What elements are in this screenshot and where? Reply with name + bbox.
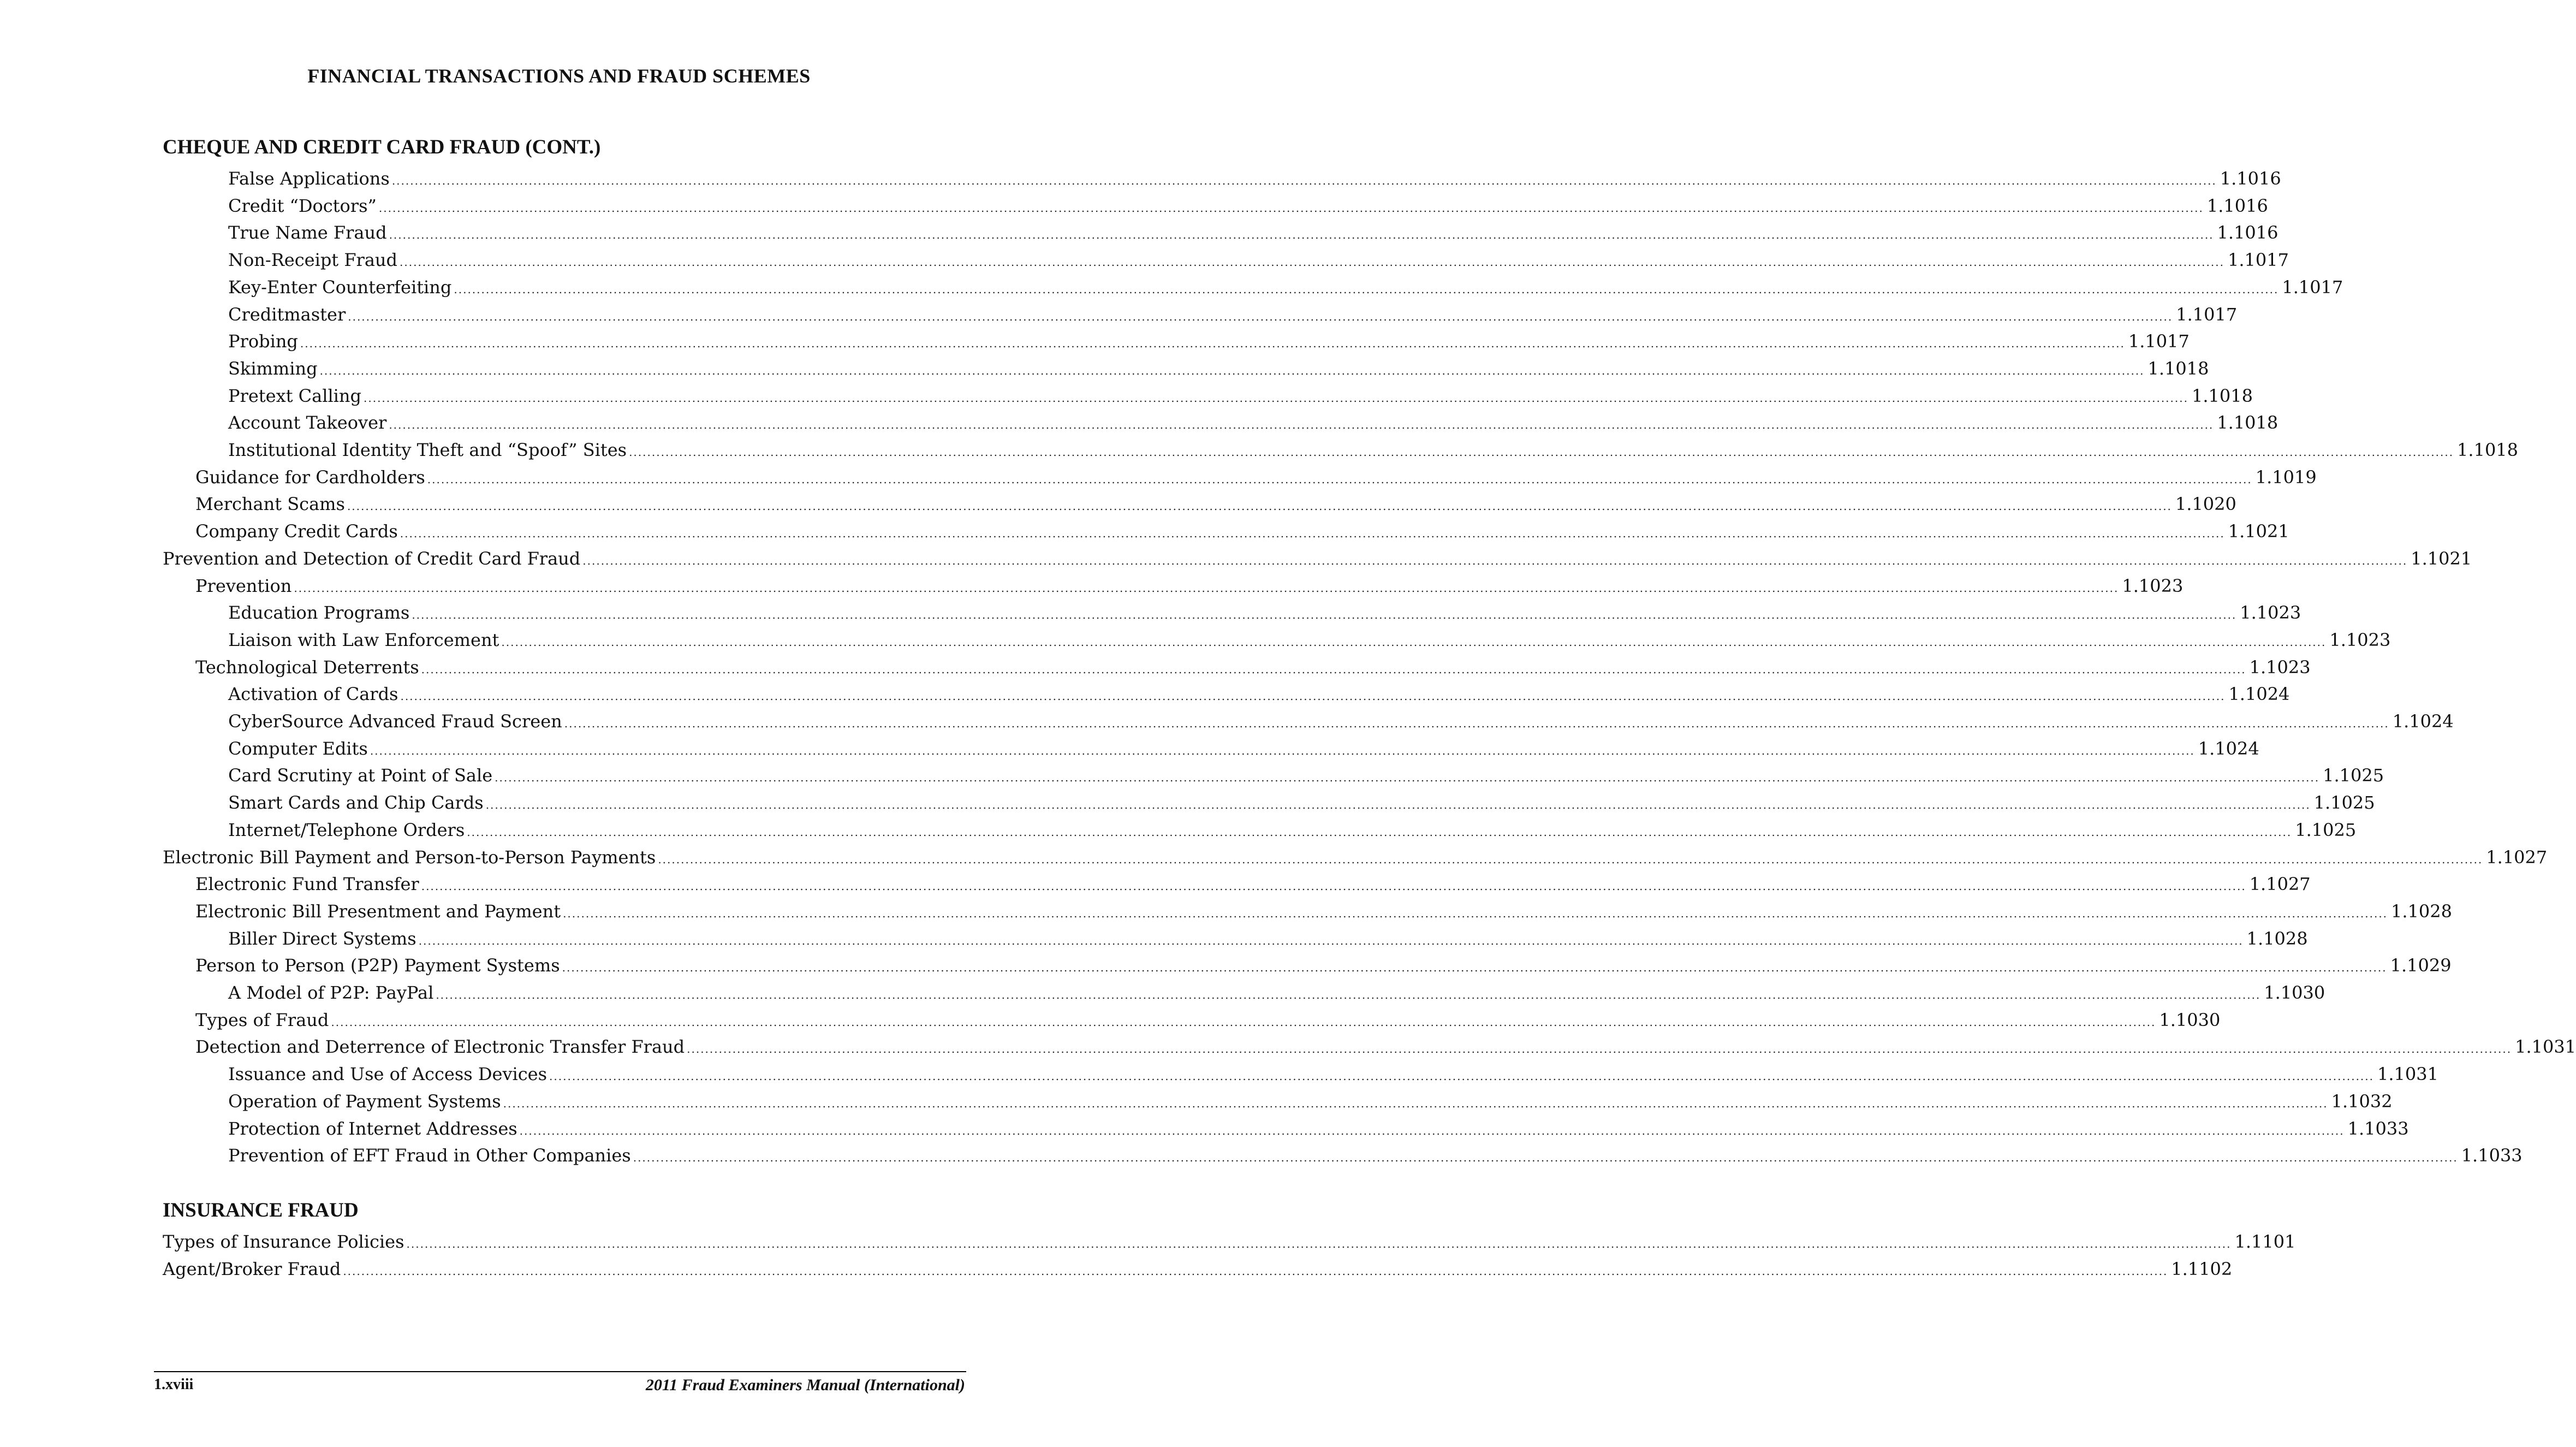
toc-entry[interactable] xyxy=(163,409,2278,436)
toc-entry[interactable] xyxy=(163,816,2357,844)
dot-leader: ................................................................................................................................................................................................................................................................................................................................................................................................................ xyxy=(389,418,2214,432)
toc-entry[interactable] xyxy=(163,490,2236,518)
toc-entry[interactable] xyxy=(163,545,2472,572)
toc-entry[interactable] xyxy=(163,979,2325,1006)
toc-entry-page: 1.1032 xyxy=(2331,1090,2393,1112)
toc-entry-title: Prevention xyxy=(195,575,292,596)
toc-entry-page: 1.1027 xyxy=(2249,874,2311,895)
toc-entry-title: Computer Edits xyxy=(228,738,368,759)
toc-entry-title: Prevention of EFT Fraud in Other Companies xyxy=(228,1145,631,1166)
toc-entry[interactable] xyxy=(163,219,2278,246)
toc-entry-title: Credit “Doctors” xyxy=(228,195,377,216)
toc-entry-page: 1.1024 xyxy=(2392,711,2454,732)
toc-entry-page: 1.1024 xyxy=(2228,684,2290,705)
toc-entry-title: A Model of P2P: PayPal xyxy=(228,982,434,1003)
toc-entry-page: 1.1017 xyxy=(2282,276,2343,298)
toc-entry[interactable] xyxy=(163,654,2311,681)
toc-entry[interactable] xyxy=(163,898,2452,925)
toc-entry[interactable] xyxy=(163,1088,2393,1115)
toc-entry-title: Account Takeover xyxy=(228,412,387,434)
toc-entry[interactable] xyxy=(163,1060,2438,1088)
toc-entry-title: Operation of Payment Systems xyxy=(228,1090,501,1112)
toc-entry-title: Card Scrutiny at Point of Sale xyxy=(228,765,493,786)
dot-leader: ................................................................................................................................................................................................................................................................................................................................................................................................................ xyxy=(378,201,2204,215)
dot-leader: ................................................................................................................................................................................................................................................................................................................................................................................................................ xyxy=(485,798,2311,812)
dot-leader: ................................................................................................................................................................................................................................................................................................................................................................................................................ xyxy=(658,852,2483,866)
toc-entry-page: 1.1030 xyxy=(2159,1009,2221,1030)
toc-entry-page: 1.1031 xyxy=(2377,1064,2438,1085)
toc-entry[interactable] xyxy=(163,952,2452,979)
dot-leader: ................................................................................................................................................................................................................................................................................................................................................................................................................ xyxy=(418,934,2244,947)
dot-leader: ................................................................................................................................................................................................................................................................................................................................................................................................................ xyxy=(495,771,2320,785)
toc-entry[interactable] xyxy=(163,1033,2576,1060)
toc-entry-title: Electronic Bill Presentment and Payment xyxy=(195,900,561,922)
toc-entry-page: 1.1101 xyxy=(2234,1231,2296,1252)
toc-entry-title: Internet/Telephone Orders xyxy=(228,819,465,840)
dot-leader: ................................................................................................................................................................................................................................................................................................................................................................................................................ xyxy=(582,554,2408,567)
toc-entry-page: 1.1031 xyxy=(2515,1036,2576,1058)
dot-leader: ................................................................................................................................................................................................................................................................................................................................................................................................................ xyxy=(687,1042,2512,1056)
toc-entry-title: Education Programs xyxy=(228,602,410,624)
toc-entry-page: 1.1025 xyxy=(2323,765,2384,786)
dot-leader: ................................................................................................................................................................................................................................................................................................................................................................................................................ xyxy=(467,825,2292,839)
dot-leader: ................................................................................................................................................................................................................................................................................................................................................................................................................ xyxy=(564,717,2389,730)
toc-entry-title: Types of Fraud xyxy=(195,1009,329,1030)
toc-entry-title: Person to Person (P2P) Payment Systems xyxy=(195,955,560,976)
toc-entry[interactable] xyxy=(163,762,2384,789)
toc-entry-page: 1.1033 xyxy=(2347,1118,2409,1139)
footer-manual-title: 2011 Fraud Examiners Manual (International) xyxy=(645,1376,965,1394)
dot-leader: ................................................................................................................................................................................................................................................................................................................................................................................................................ xyxy=(412,608,2237,622)
toc-entry[interactable] xyxy=(163,708,2454,735)
toc-entry-title: Prevention and Detection of Credit Card Fraud xyxy=(163,548,581,569)
dot-leader: ................................................................................................................................................................................................................................................................................................................................................................................................................ xyxy=(501,635,2327,649)
footer-page-number: 1.xviii xyxy=(154,1376,194,1393)
toc-entry-page: 1.1033 xyxy=(2461,1145,2523,1166)
toc-entry-page: 1.1017 xyxy=(2128,331,2190,352)
toc-entry-page: 1.1021 xyxy=(2228,521,2289,542)
toc-entry-title: Creditmaster xyxy=(228,304,346,325)
toc-entry-page: 1.1028 xyxy=(2391,900,2452,922)
dot-leader: ................................................................................................................................................................................................................................................................................................................................................................................................................ xyxy=(343,1264,2168,1278)
toc-entry-title: Liaison with Law Enforcement xyxy=(228,629,499,650)
dot-leader: ................................................................................................................................................................................................................................................................................................................................................................................................................ xyxy=(549,1070,2374,1083)
toc-entry-title: Pretext Calling xyxy=(228,385,361,406)
toc-entry-title: Merchant Scams xyxy=(195,494,345,515)
dot-leader: ................................................................................................................................................................................................................................................................................................................................................................................................................ xyxy=(400,256,2224,269)
toc-entry-page: 1.1016 xyxy=(2206,195,2268,216)
toc-entry-page: 1.1020 xyxy=(2175,494,2236,515)
toc-entry[interactable] xyxy=(163,165,2281,192)
toc-entry[interactable] xyxy=(163,735,2259,762)
toc-entry[interactable] xyxy=(163,599,2301,626)
toc-entry[interactable] xyxy=(163,572,2184,600)
dot-leader: ................................................................................................................................................................................................................................................................................................................................................................................................................ xyxy=(562,961,2387,975)
dot-leader: ................................................................................................................................................................................................................................................................................................................................................................................................................ xyxy=(348,310,2173,323)
toc-entry-title: Types of Insurance Policies xyxy=(163,1231,404,1252)
dot-leader: ................................................................................................................................................................................................................................................................................................................................................................................................................ xyxy=(370,744,2195,757)
toc-entry[interactable] xyxy=(163,301,2238,328)
dot-leader: ................................................................................................................................................................................................................................................................................................................................................................................................................ xyxy=(421,880,2246,893)
section-heading: CHEQUE AND CREDIT CARD FRAUD (CONT.) xyxy=(163,136,601,158)
toc-entry[interactable] xyxy=(163,1228,2296,1255)
toc-entry[interactable] xyxy=(163,789,2375,816)
dot-leader: ................................................................................................................................................................................................................................................................................................................................................................................................................ xyxy=(347,500,2172,513)
toc-entry[interactable] xyxy=(163,436,2519,464)
toc-entry-title: Electronic Bill Payment and Person-to-Person Payments xyxy=(163,846,656,868)
toc-entry-page: 1.1102 xyxy=(2171,1258,2233,1279)
toc-entry-title: Technological Deterrents xyxy=(195,656,419,678)
dot-leader: ................................................................................................................................................................................................................................................................................................................................................................................................................ xyxy=(319,364,2145,377)
toc-entry-title: Issuance and Use of Access Devices xyxy=(228,1064,548,1085)
toc-entry[interactable] xyxy=(163,355,2209,382)
dot-leader: ................................................................................................................................................................................................................................................................................................................................................................................................................ xyxy=(391,174,2217,187)
toc-entry-page: 1.1016 xyxy=(2217,222,2278,244)
toc-entry-title: Protection of Internet Addresses xyxy=(228,1118,517,1139)
toc-entry-page: 1.1018 xyxy=(2147,358,2209,379)
toc-entry-page: 1.1023 xyxy=(2249,656,2311,678)
dot-leader: ................................................................................................................................................................................................................................................................................................................................................................................................................ xyxy=(629,446,2454,459)
toc-entry-title: Key-Enter Counterfeiting xyxy=(228,276,452,298)
toc-entry-page: 1.1018 xyxy=(2217,412,2278,434)
toc-entry-page: 1.1018 xyxy=(2457,440,2519,460)
toc-entry[interactable] xyxy=(163,274,2343,301)
dot-leader: ................................................................................................................................................................................................................................................................................................................................................................................................................ xyxy=(563,906,2388,920)
toc-entry-title: Guidance for Cardholders xyxy=(195,466,425,488)
toc-entry-page: 1.1016 xyxy=(2220,168,2281,189)
toc-entry[interactable] xyxy=(163,1115,2409,1142)
toc-entry[interactable] xyxy=(163,1142,2523,1169)
dot-leader: ................................................................................................................................................................................................................................................................................................................................................................................................................ xyxy=(454,282,2279,296)
toc-entry[interactable] xyxy=(163,870,2311,898)
dot-leader: ................................................................................................................................................................................................................................................................................................................................................................................................................ xyxy=(400,527,2225,541)
dot-leader: ................................................................................................................................................................................................................................................................................................................................................................................................................ xyxy=(364,391,2188,405)
dot-leader: ................................................................................................................................................................................................................................................................................................................................................................................................................ xyxy=(427,472,2252,486)
toc-entry-title: Biller Direct Systems xyxy=(228,928,417,949)
toc-entry[interactable] xyxy=(163,192,2268,220)
footer-divider xyxy=(154,1371,966,1372)
toc-entry[interactable] xyxy=(163,328,2190,355)
toc-entry-title: True Name Fraud xyxy=(228,222,387,244)
toc-entry-title: Agent/Broker Fraud xyxy=(163,1258,341,1279)
dot-leader: ................................................................................................................................................................................................................................................................................................................................................................................................................ xyxy=(389,228,2214,242)
toc-entry[interactable] xyxy=(163,626,2391,654)
toc-entry-page: 1.1024 xyxy=(2198,738,2259,759)
toc-entry-page: 1.1030 xyxy=(2264,982,2325,1003)
toc-entry-title: False Applications xyxy=(228,168,390,189)
toc-entry-title: Smart Cards and Chip Cards xyxy=(228,792,484,814)
toc-entry-page: 1.1025 xyxy=(2313,792,2375,814)
toc-entry-page: 1.1027 xyxy=(2486,846,2548,868)
toc-entry-page: 1.1019 xyxy=(2255,466,2317,488)
toc-entry-title: Institutional Identity Theft and “Spoof” Sites xyxy=(228,440,627,460)
dot-leader: ................................................................................................................................................................................................................................................................................................................................................................................................................ xyxy=(421,662,2246,676)
dot-leader: ................................................................................................................................................................................................................................................................................................................................................................................................................ xyxy=(331,1015,2156,1029)
toc-entry-page: 1.1021 xyxy=(2411,548,2472,569)
toc-entry-title: Electronic Fund Transfer xyxy=(195,874,419,895)
toc-entry[interactable] xyxy=(163,1255,2233,1283)
toc-entry-title: Non-Receipt Fraud xyxy=(228,250,397,271)
toc-entry-page: 1.1029 xyxy=(2390,955,2452,976)
toc-entry-title: Detection and Deterrence of Electronic Transfer Fraud xyxy=(195,1036,685,1058)
toc-entry[interactable] xyxy=(163,680,2290,708)
toc-entry[interactable] xyxy=(163,246,2289,274)
toc-entry-page: 1.1017 xyxy=(2227,250,2289,271)
toc-entry[interactable] xyxy=(163,464,2317,491)
toc-entry-title: Company Credit Cards xyxy=(195,521,398,542)
dot-leader: ................................................................................................................................................................................................................................................................................................................................................................................................................ xyxy=(300,337,2125,351)
toc-entry-page: 1.1017 xyxy=(2176,304,2238,325)
section-heading: INSURANCE FRAUD xyxy=(163,1199,359,1221)
toc-entry-page: 1.1023 xyxy=(2240,602,2301,624)
dot-leader: ................................................................................................................................................................................................................................................................................................................................................................................................................ xyxy=(633,1151,2458,1165)
toc-entry[interactable] xyxy=(163,844,2548,871)
toc-entry-page: 1.1028 xyxy=(2246,928,2308,949)
toc-entry[interactable] xyxy=(163,518,2289,545)
toc-entry-title: Skimming xyxy=(228,358,318,379)
dot-leader: ................................................................................................................................................................................................................................................................................................................................................................................................................ xyxy=(406,1237,2232,1250)
toc-entry-page: 1.1018 xyxy=(2191,385,2253,406)
toc-entry-title: Probing xyxy=(228,331,298,352)
toc-entry[interactable] xyxy=(163,925,2308,952)
toc-entry[interactable] xyxy=(163,382,2253,410)
toc-entry-title: Activation of Cards xyxy=(228,684,398,705)
dot-leader: ................................................................................................................................................................................................................................................................................................................................................................................................................ xyxy=(503,1096,2328,1110)
toc-entry-page: 1.1023 xyxy=(2122,575,2184,596)
page-title: FINANCIAL TRANSACTIONS AND FRAUD SCHEMES xyxy=(307,65,811,87)
toc-entry-page: 1.1025 xyxy=(2295,819,2357,840)
dot-leader: ................................................................................................................................................................................................................................................................................................................................................................................................................ xyxy=(519,1124,2345,1137)
toc-entry-page: 1.1023 xyxy=(2329,629,2391,650)
toc-entry[interactable] xyxy=(163,1006,2221,1034)
toc-entry-title: CyberSource Advanced Fraud Screen xyxy=(228,711,562,732)
dot-leader: ................................................................................................................................................................................................................................................................................................................................................................................................................ xyxy=(436,988,2261,1001)
dot-leader: ................................................................................................................................................................................................................................................................................................................................................................................................................ xyxy=(400,690,2226,703)
dot-leader: ................................................................................................................................................................................................................................................................................................................................................................................................................ xyxy=(294,581,2119,595)
